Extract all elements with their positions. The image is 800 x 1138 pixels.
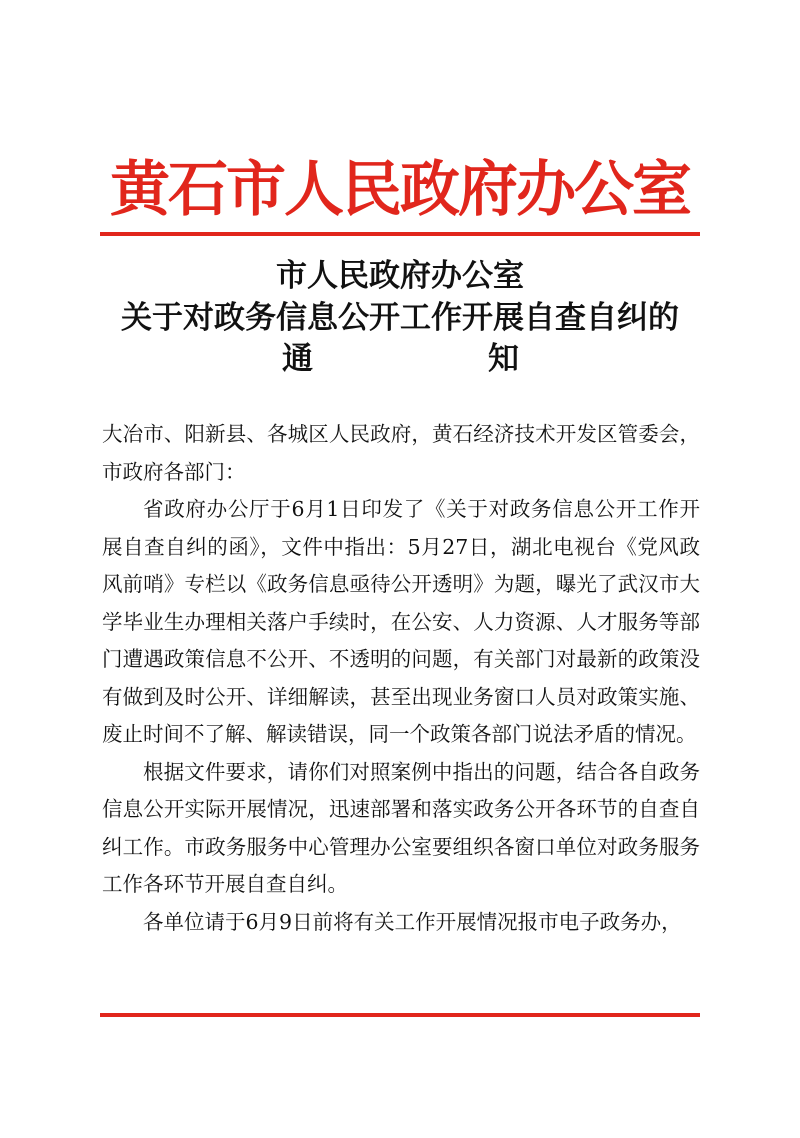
title-word-zhi: 知 <box>488 341 519 377</box>
addressee-line: 大冶市、阳新县、各城区人民政府，黄石经济技术开发区管委会，市政府各部门： <box>102 422 700 484</box>
document-title-line-1: 市人民政府办公室 <box>276 258 524 294</box>
body-paragraph-2: 根据文件要求，请你们对照案例中指出的问题，结合各自政务信息公开实际开展情况，迅速部署和落实政务公开各环节的自查自纠工作。市政务服务中心管理办公室要组织各窗口单位对政务服务工作各环节开展自查自纠。 <box>102 759 700 896</box>
footer-red-rule <box>100 1013 700 1017</box>
title-word-tong: 通 <box>282 341 313 377</box>
body-paragraph-3: 各单位请于6月9日前将有关工作开展情况报市电子政务办， <box>143 909 682 934</box>
body-paragraph-1: 省政府办公厅于6月1日印发了《关于对政务信息公开工作开展自查自纠的函》，文件中指出：5月27日，湖北电视台《党风政风前哨》专栏以《政务信息亟待公开透明》为题，曝光了武汉市大学毕业生办理相关落户手续时，在公安、人力资源、人才服务等部门遭遇政策信息不公开、不透明的问题，有关部门对最新的政策没有做到及时公开、详细解读，甚至出现业务窗口人员对政策实施、废止时间不了解、解读错误，同一个政策各部门说法矛盾的情况。 <box>102 497 700 746</box>
document-body <box>102 416 700 941</box>
document-title-line-2: 关于对政务信息公开工作开展自查自纠的 <box>121 300 679 336</box>
issuing-authority-header: 黄石市人民政府办公室 <box>110 155 690 225</box>
header-red-rule <box>100 232 700 236</box>
